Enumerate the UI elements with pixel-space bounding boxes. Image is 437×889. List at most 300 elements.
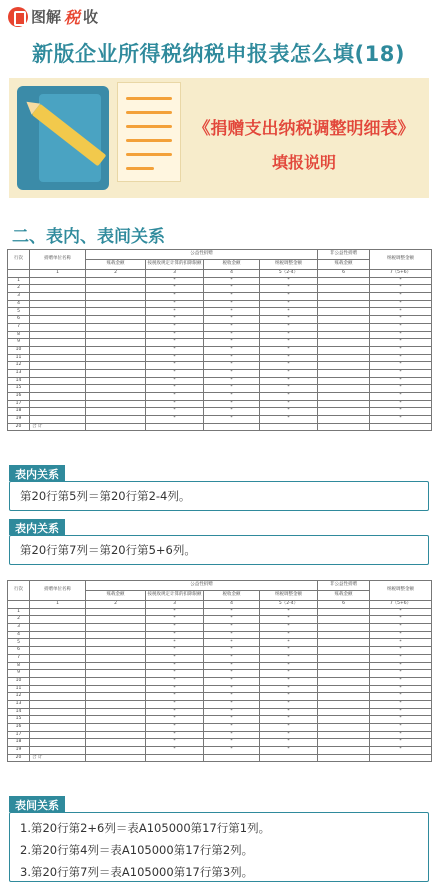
table-cell — [204, 754, 260, 762]
row-number: 9 — [8, 670, 30, 678]
star-cell: * — [146, 693, 204, 701]
table-row — [8, 316, 432, 324]
star-cell: * — [370, 693, 432, 701]
table-cell — [86, 331, 146, 339]
table-cell — [318, 354, 370, 362]
star-cell: * — [204, 631, 260, 639]
table-row — [8, 616, 432, 624]
star-cell: * — [370, 308, 432, 316]
star-cell: * — [260, 677, 318, 685]
table-cell — [30, 654, 86, 662]
star-cell: * — [370, 624, 432, 632]
row-number: 12 — [8, 362, 30, 370]
star-cell: * — [204, 393, 260, 401]
star-cell: * — [260, 624, 318, 632]
table-cell — [30, 747, 86, 755]
star-cell: * — [146, 369, 204, 377]
table-cell — [30, 724, 86, 732]
star-cell: * — [260, 362, 318, 370]
star-cell: * — [146, 308, 204, 316]
star-cell: * — [146, 277, 204, 285]
star-cell: * — [204, 670, 260, 678]
row-number: 17 — [8, 731, 30, 739]
table-row — [8, 700, 432, 708]
table-row — [8, 408, 432, 416]
table-cell — [318, 654, 370, 662]
table-row — [8, 400, 432, 408]
table-cell — [318, 400, 370, 408]
star-cell: * — [260, 670, 318, 678]
table-row — [8, 416, 432, 424]
star-cell: * — [204, 293, 260, 301]
table-cell — [86, 293, 146, 301]
star-cell: * — [370, 716, 432, 724]
table-cell — [30, 293, 86, 301]
table-row — [8, 747, 432, 755]
col-header-adjust: 纳税调整金额 — [370, 581, 432, 601]
table-cell — [318, 747, 370, 755]
star-cell: * — [370, 631, 432, 639]
row-number: 1 — [8, 608, 30, 616]
star-cell: * — [260, 693, 318, 701]
row-number: 3 — [8, 293, 30, 301]
table-cell — [86, 377, 146, 385]
star-cell: * — [260, 708, 318, 716]
group-header-public: 公益性捐赠 — [86, 581, 318, 591]
table-cell — [318, 385, 370, 393]
star-cell: * — [260, 346, 318, 354]
column-number: 4 — [204, 601, 260, 609]
notebook-icon — [17, 86, 109, 190]
table-cell — [86, 731, 146, 739]
star-cell: * — [370, 670, 432, 678]
star-cell: * — [370, 285, 432, 293]
star-cell: * — [260, 416, 318, 424]
star-cell: * — [146, 354, 204, 362]
star-cell: * — [204, 647, 260, 655]
banner-subtitle: 填报说明 — [271, 153, 336, 172]
row-number: 17 — [8, 400, 30, 408]
star-cell: * — [204, 700, 260, 708]
star-cell: * — [146, 408, 204, 416]
table-cell — [30, 693, 86, 701]
row-number: 10 — [8, 677, 30, 685]
table-cell — [318, 308, 370, 316]
star-cell: * — [260, 369, 318, 377]
star-cell: * — [146, 285, 204, 293]
table-cell — [86, 616, 146, 624]
table-cell — [318, 423, 370, 431]
table-cell — [30, 346, 86, 354]
table-cell — [30, 277, 86, 285]
star-cell: * — [370, 724, 432, 732]
table-row — [8, 385, 432, 393]
table-cell — [318, 670, 370, 678]
column-number: 5（2-4） — [260, 601, 318, 609]
star-cell: * — [204, 708, 260, 716]
star-cell: * — [204, 685, 260, 693]
table-row — [8, 685, 432, 693]
star-cell: * — [204, 624, 260, 632]
sub-header: 税收金额 — [204, 260, 260, 270]
table-row — [8, 346, 432, 354]
row-number: 16 — [8, 393, 30, 401]
logo-icon — [8, 7, 28, 27]
star-cell: * — [204, 369, 260, 377]
table-cell — [86, 700, 146, 708]
column-number: 7（5+6） — [370, 270, 432, 278]
star-cell: * — [204, 654, 260, 662]
table-cell — [86, 647, 146, 655]
star-cell: * — [260, 393, 318, 401]
star-cell: * — [146, 624, 204, 632]
table-cell — [30, 739, 86, 747]
star-cell: * — [146, 393, 204, 401]
table-cell — [30, 385, 86, 393]
star-cell: * — [260, 339, 318, 347]
star-cell: * — [260, 377, 318, 385]
row-number: 19 — [8, 747, 30, 755]
header-row — [8, 581, 432, 591]
table-cell — [30, 716, 86, 724]
table-cell — [86, 724, 146, 732]
row-number: 13 — [8, 369, 30, 377]
star-cell: * — [370, 323, 432, 331]
star-cell: * — [146, 677, 204, 685]
relation-line: 第20行第5列＝第20行第2-4列。 — [20, 489, 191, 503]
row-number: 16 — [8, 724, 30, 732]
table-cell — [318, 716, 370, 724]
star-cell: * — [146, 631, 204, 639]
star-cell: * — [146, 708, 204, 716]
row-number: 5 — [8, 639, 30, 647]
table-cell — [318, 700, 370, 708]
row-number: 2 — [8, 616, 30, 624]
star-cell: * — [260, 323, 318, 331]
paper-icon — [117, 82, 181, 182]
table-cell — [86, 662, 146, 670]
star-cell: * — [146, 662, 204, 670]
row-number: 10 — [8, 346, 30, 354]
star-cell: * — [260, 739, 318, 747]
table-cell — [86, 393, 146, 401]
table-cell — [30, 377, 86, 385]
star-cell: * — [370, 731, 432, 739]
star-cell: * — [146, 670, 204, 678]
relation-line: 3.第20行第7列＝表A105000第17行第3列。 — [20, 865, 254, 879]
star-cell: * — [370, 739, 432, 747]
star-cell: * — [146, 339, 204, 347]
star-cell: * — [370, 346, 432, 354]
star-cell: * — [260, 616, 318, 624]
star-cell: * — [260, 385, 318, 393]
column-number: 1 — [30, 601, 86, 609]
table-row — [8, 608, 432, 616]
table-cell — [86, 316, 146, 324]
star-cell: * — [204, 300, 260, 308]
table-row — [8, 624, 432, 632]
row-number: 6 — [8, 647, 30, 655]
table-row — [8, 285, 432, 293]
table-cell — [260, 423, 318, 431]
star-cell: * — [370, 677, 432, 685]
star-cell: * — [146, 639, 204, 647]
star-cell: * — [146, 685, 204, 693]
table-cell — [30, 708, 86, 716]
star-cell: * — [204, 362, 260, 370]
star-cell: * — [370, 654, 432, 662]
row-number: 19 — [8, 416, 30, 424]
table-cell — [30, 339, 86, 347]
group-header-nonpublic: 非公益性捐赠 — [318, 581, 370, 591]
row-number: 20 — [8, 754, 30, 762]
column-number: 6 — [318, 270, 370, 278]
table-cell — [318, 323, 370, 331]
col-header-unit: 捐赠单位名称 — [30, 581, 86, 601]
row-number: 14 — [8, 377, 30, 385]
table-cell — [318, 616, 370, 624]
table-cell — [370, 423, 432, 431]
table-cell — [146, 754, 204, 762]
table-row — [8, 362, 432, 370]
star-cell: * — [260, 639, 318, 647]
table-cell — [30, 400, 86, 408]
sub-header: 按税收规定计算的扣除限额 — [146, 260, 204, 270]
table-cell — [146, 423, 204, 431]
table-cell — [318, 408, 370, 416]
total-label: 合 计 — [30, 754, 86, 762]
table-row — [8, 293, 432, 301]
star-cell: * — [260, 331, 318, 339]
donation-table-1 — [7, 249, 432, 431]
table-row — [8, 693, 432, 701]
table-cell — [318, 316, 370, 324]
star-cell: * — [146, 608, 204, 616]
table-cell — [86, 639, 146, 647]
star-cell: * — [370, 647, 432, 655]
table-cell — [30, 323, 86, 331]
table-cell — [318, 647, 370, 655]
table-row — [8, 662, 432, 670]
row-number: 15 — [8, 716, 30, 724]
table-row — [8, 331, 432, 339]
table-row — [8, 647, 432, 655]
table-cell — [8, 270, 30, 278]
box-label-3: 表间关系 — [9, 796, 65, 812]
star-cell: * — [370, 385, 432, 393]
star-cell: * — [146, 739, 204, 747]
table-cell — [30, 731, 86, 739]
table-cell — [318, 339, 370, 347]
top-bar — [0, 0, 437, 34]
star-cell: * — [260, 300, 318, 308]
column-number: 4 — [204, 270, 260, 278]
table-cell — [86, 631, 146, 639]
logo-tail: 收 — [83, 8, 99, 26]
row-number: 18 — [8, 408, 30, 416]
star-cell: * — [146, 724, 204, 732]
row-number: 8 — [8, 662, 30, 670]
table-cell — [30, 362, 86, 370]
star-cell: * — [146, 416, 204, 424]
table-cell — [86, 369, 146, 377]
column-number-row — [8, 270, 432, 278]
table-cell — [30, 700, 86, 708]
star-cell: * — [146, 385, 204, 393]
table-cell — [318, 624, 370, 632]
table-cell — [30, 616, 86, 624]
star-cell: * — [260, 354, 318, 362]
logo-text: 图解 — [31, 8, 62, 26]
sub-header: 税收金额 — [204, 591, 260, 601]
table-cell — [86, 323, 146, 331]
table-cell — [30, 685, 86, 693]
table-cell — [30, 316, 86, 324]
star-cell: * — [260, 654, 318, 662]
relation-box-3 — [9, 812, 429, 882]
star-cell: * — [370, 416, 432, 424]
table-cell — [30, 624, 86, 632]
star-cell: * — [146, 300, 204, 308]
logo-accent: 税 — [64, 8, 81, 27]
star-cell: * — [146, 293, 204, 301]
table-cell — [318, 631, 370, 639]
star-cell: * — [204, 639, 260, 647]
star-cell: * — [370, 616, 432, 624]
sub-header: 账载金额 — [86, 260, 146, 270]
table-cell — [318, 677, 370, 685]
star-cell: * — [370, 685, 432, 693]
column-number: 2 — [86, 270, 146, 278]
table-cell — [318, 285, 370, 293]
star-cell: * — [146, 616, 204, 624]
table-cell — [86, 416, 146, 424]
row-number: 6 — [8, 316, 30, 324]
star-cell: * — [146, 747, 204, 755]
table-row — [8, 670, 432, 678]
star-cell: * — [370, 747, 432, 755]
relation-line: 2.第20行第4列＝表A105000第17行第2列。 — [20, 843, 254, 857]
row-number: 15 — [8, 385, 30, 393]
table-cell — [86, 423, 146, 431]
row-number: 18 — [8, 739, 30, 747]
table-cell — [318, 739, 370, 747]
table-cell — [86, 308, 146, 316]
star-cell: * — [204, 339, 260, 347]
row-number: 1 — [8, 277, 30, 285]
page-title: 新版企业所得税纳税申报表怎么填(18) — [32, 42, 405, 66]
star-cell: * — [204, 331, 260, 339]
row-number: 4 — [8, 300, 30, 308]
column-number: 2 — [86, 601, 146, 609]
relation-box-2 — [9, 535, 429, 565]
star-cell: * — [370, 662, 432, 670]
sub-header: 纳税调整金额 — [260, 260, 318, 270]
table-cell — [30, 677, 86, 685]
column-number-row — [8, 601, 432, 609]
star-cell: * — [260, 277, 318, 285]
logo — [8, 5, 98, 28]
table-cell — [318, 724, 370, 732]
donation-table-2 — [7, 580, 432, 762]
table-cell — [8, 601, 30, 609]
table-cell — [318, 685, 370, 693]
total-row — [8, 423, 432, 431]
relation-line: 第20行第7列＝第20行第5+6列。 — [20, 543, 196, 557]
table-cell — [318, 608, 370, 616]
table-cell — [318, 293, 370, 301]
star-cell: * — [370, 300, 432, 308]
table-row — [8, 300, 432, 308]
table-cell — [30, 670, 86, 678]
row-number: 20 — [8, 423, 30, 431]
table-row — [8, 277, 432, 285]
table-cell — [86, 677, 146, 685]
row-number: 11 — [8, 354, 30, 362]
table-row — [8, 354, 432, 362]
star-cell: * — [260, 316, 318, 324]
row-number: 7 — [8, 323, 30, 331]
table-cell — [86, 285, 146, 293]
table-cell — [30, 631, 86, 639]
relation-line: 1.第20行第2+6列＝表A105000第17行第1列。 — [20, 821, 271, 835]
table-cell — [86, 716, 146, 724]
table-cell — [30, 647, 86, 655]
star-cell: * — [260, 293, 318, 301]
column-number: 6 — [318, 601, 370, 609]
table-cell — [86, 362, 146, 370]
table-cell — [86, 685, 146, 693]
col-header-row: 行次 — [8, 250, 30, 270]
sub-header: 账载金额 — [86, 591, 146, 601]
table-row — [8, 724, 432, 732]
table-cell — [30, 662, 86, 670]
star-cell: * — [370, 277, 432, 285]
star-cell: * — [204, 308, 260, 316]
table-cell — [86, 608, 146, 616]
table-cell — [318, 708, 370, 716]
table-cell — [204, 423, 260, 431]
star-cell: * — [370, 708, 432, 716]
relation-box-1 — [9, 481, 429, 511]
column-number: 7（5+6） — [370, 601, 432, 609]
table-cell — [318, 277, 370, 285]
table-cell — [86, 754, 146, 762]
star-cell: * — [370, 400, 432, 408]
star-cell: * — [370, 393, 432, 401]
table-row — [8, 716, 432, 724]
star-cell: * — [370, 369, 432, 377]
row-number: 4 — [8, 631, 30, 639]
star-cell: * — [204, 346, 260, 354]
star-cell: * — [370, 331, 432, 339]
table-cell — [86, 346, 146, 354]
star-cell: * — [204, 724, 260, 732]
table-cell — [260, 754, 318, 762]
star-cell: * — [204, 747, 260, 755]
star-cell: * — [204, 316, 260, 324]
table-cell — [86, 670, 146, 678]
column-number: 5（2-4） — [260, 270, 318, 278]
star-cell: * — [260, 731, 318, 739]
star-cell: * — [260, 747, 318, 755]
star-cell: * — [204, 277, 260, 285]
header-row — [8, 250, 432, 260]
star-cell: * — [146, 316, 204, 324]
table-cell — [30, 331, 86, 339]
row-number: 9 — [8, 339, 30, 347]
table-cell — [86, 739, 146, 747]
